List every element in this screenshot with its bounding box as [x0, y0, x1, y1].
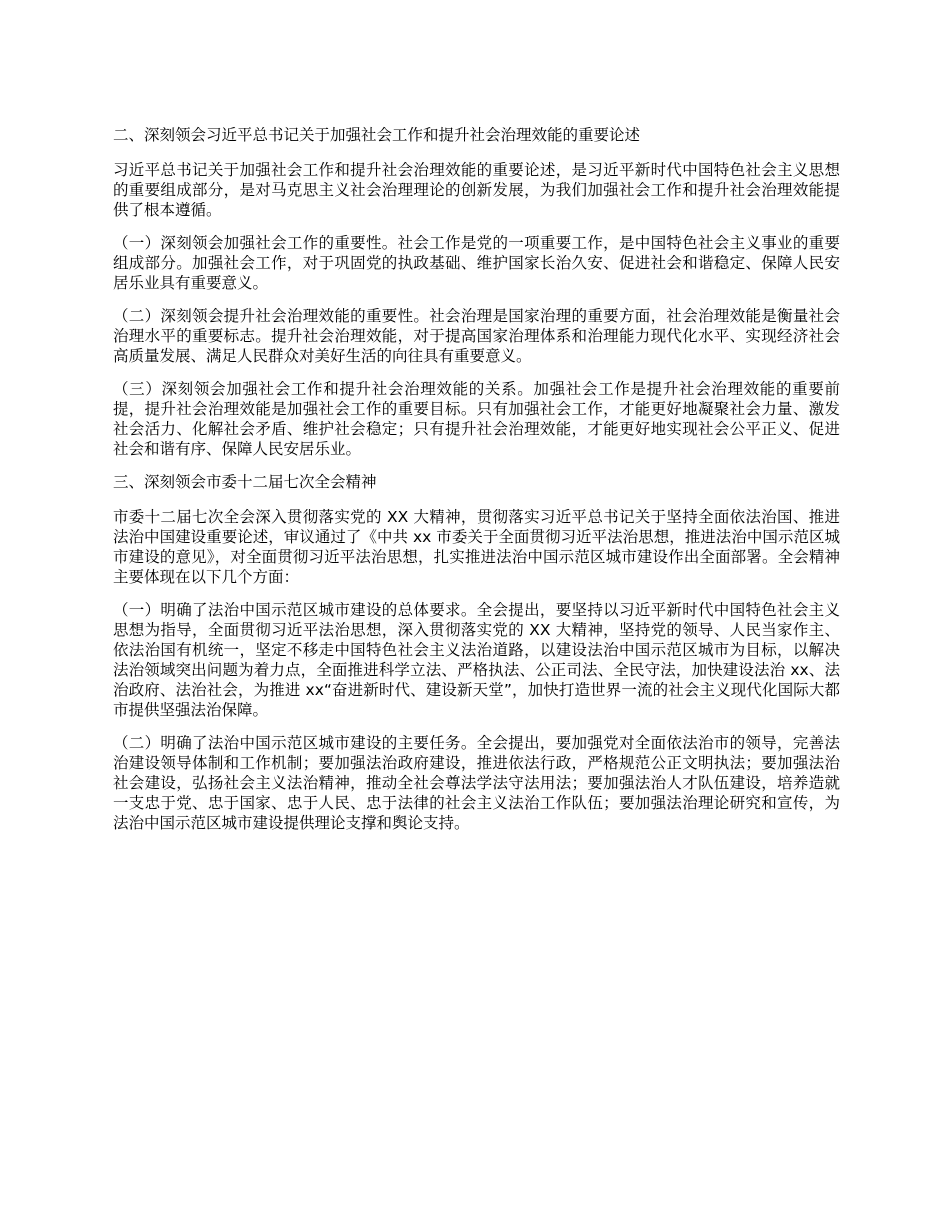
paragraph-general-requirements: （一）明确了法治中国示范区城市建设的总体要求。全会提出，要坚持以习近平新时代中国特色社会主义思想为指导，全面贯彻习近平法治思想，深入贯彻落实党的 XX 大精神，坚持党的领导、人民当家作主、依法治国有机统一，坚定不移走中国特色社会主义法治道路，以建设法治中国示范区城市为目标，以解决法治领域突出问题为着力点，全面推进科学立法、严格执法、公正司法、全民守法，加快建设法治 xx、法治政府、法治社会，为推进 xx“奋进新时代、建设新天堂”，加快打造世界一流的社会主义现代化国际大都市提供坚强法治保障。: [113, 601, 840, 719]
paragraph-point-1: （一）深刻领会加强社会工作的重要性。社会工作是党的一项重要工作，是中国特色社会主义事业的重要组成部分。加强社会工作，对于巩固党的执政基础、维护国家长治久安、促进社会和谐稳定、保障人民安居乐业具有重要意义。: [113, 234, 840, 292]
paragraph-intro: 习近平总书记关于加强社会工作和提升社会治理效能的重要论述，是习近平新时代中国特色社会主义思想的重要组成部分，是对马克思主义社会治理理论的创新发展，为我们加强社会工作和提升社会治理效能提供了根本遵循。: [113, 161, 840, 219]
paragraph-point-2: （二）深刻领会提升社会治理效能的重要性。社会治理是国家治理的重要方面，社会治理效能是衡量社会治理水平的重要标志。提升社会治理效能，对于提高国家治理体系和治理能力现代化水平、实现经济社会高质量发展、满足人民群众对美好生活的向往具有重要意义。: [113, 307, 840, 365]
paragraph-main-tasks: （二）明确了法治中国示范区城市建设的主要任务。全会提出，要加强党对全面依法治市的领导，完善法治建设领导体制和工作机制；要加强法治政府建设，推进依法行政，严格规范公正文明执法；要加强法治社会建设，弘扬社会主义法治精神，推动全社会尊法学法守法用法；要加强法治人才队伍建设，培养造就一支忠于党、忠于国家、忠于人民、忠于法律的社会主义法治工作队伍；要加强法治理论研究和宣传，为法治中国示范区城市建设提供理论支撑和舆论支持。: [113, 734, 840, 832]
document-page: [113, 125, 840, 846]
section-heading-2: 二、深刻领会习近平总书记关于加强社会工作和提升社会治理效能的重要论述: [113, 126, 641, 144]
section-heading-3: 三、深刻领会市委十二届七次全会精神: [113, 473, 377, 491]
paragraph-point-3: （三）深刻领会加强社会工作和提升社会治理效能的关系。加强社会工作是提升社会治理效能的重要前提，提升社会治理效能是加强社会工作的重要目标。只有加强社会工作，才能更好地凝聚社会力量、激发社会活力、化解社会矛盾、维护社会稳定；只有提升社会治理效能，才能更好地实现社会公平正义、促进社会和谐有序、保障人民安居乐业。: [113, 380, 840, 458]
paragraph-plenary-intro: 市委十二届七次全会深入贯彻落实党的 XX 大精神，贯彻落实习近平总书记关于坚持全面依法治国、推进法治中国建设重要论述，审议通过了《中共 xx 市委关于全面贯彻习近平法治思想，推进法治中国示范区城市建设的意见》，对全面贯彻习近平法治思想，扎实推进法治中国示范区城市建设作出全面部署。全会精神主要体现在以下几个方面：: [113, 508, 841, 586]
